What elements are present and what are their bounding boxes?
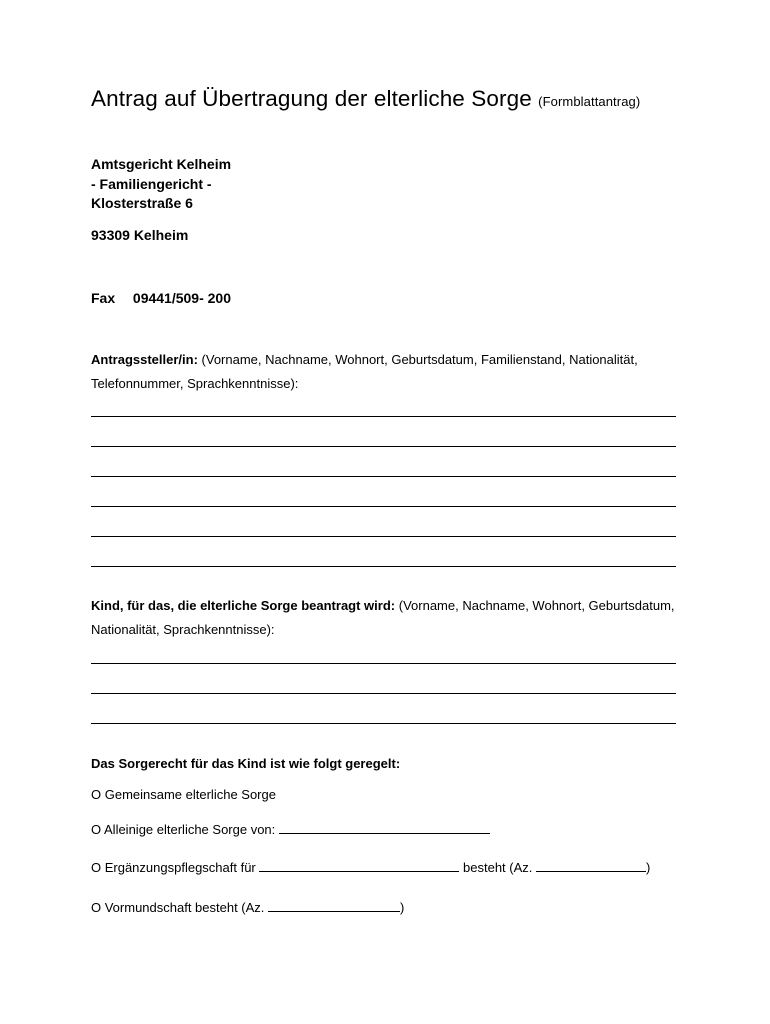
applicant-input-line-5[interactable] [91, 536, 676, 537]
guardianship-az-input-line[interactable] [268, 899, 400, 912]
sole-custody-input-line[interactable] [279, 821, 490, 834]
custody-option-sole[interactable] [91, 821, 490, 837]
applicant-hint: (Vorname, Nachname, Wohnort, Geburtsdatum, Familienstand, Nationalität, Telefonnummer, Sprachkenntnisse): [91, 352, 638, 391]
applicant-input-line-6[interactable] [91, 566, 676, 567]
applicant-input-line-4[interactable] [91, 506, 676, 507]
court-name: Amtsgericht Kelheim [91, 156, 232, 172]
fax-label: Fax [91, 290, 116, 306]
child-input-line-2[interactable] [91, 693, 676, 694]
applicant-label: Antragssteller/in: [91, 352, 198, 367]
fax-number: 09441/509- 200 [132, 290, 231, 306]
form-title-main: Antrag auf Übertragung der elterliche Sorge [91, 86, 532, 111]
applicant-instructions [91, 348, 681, 396]
supplement-az-label: besteht (Az. [463, 860, 533, 875]
court-city: 93309 Kelheim [91, 227, 189, 243]
child-label: Kind, für das, die elterliche Sorge beantragt wird: [91, 598, 396, 613]
guardianship-label: O Vormundschaft besteht (Az. [91, 900, 265, 915]
guardianship-close-paren: ) [400, 900, 405, 915]
child-hint: (Vorname, Nachname, Wohnort, Geburtsdatum, Nationalität, Sprachkenntnisse): [91, 598, 675, 637]
child-instructions [91, 594, 681, 642]
applicant-input-line-2[interactable] [91, 446, 676, 447]
child-input-line-3[interactable] [91, 723, 676, 724]
applicant-input-line-1[interactable] [91, 416, 676, 417]
court-street: Klosterstraße 6 [91, 195, 193, 211]
form-title [91, 86, 640, 112]
custody-option-guardianship-supplement[interactable] [91, 859, 650, 875]
supplement-label: O Ergänzungspflegschaft für [91, 860, 256, 875]
custody-option-joint[interactable]: O Gemeinsame elterliche Sorge [91, 787, 276, 802]
supplement-input-line[interactable] [259, 859, 459, 872]
form-title-sub: (Formblattantrag) [538, 94, 641, 109]
custody-option-guardianship[interactable] [91, 899, 404, 915]
child-input-line-1[interactable] [91, 663, 676, 664]
fax-line [91, 290, 231, 306]
court-department: - Familiengericht - [91, 176, 212, 192]
custody-heading: Das Sorgerecht für das Kind ist wie folgt geregelt: [91, 756, 401, 771]
custody-option-sole-label: O Alleinige elterliche Sorge von: [91, 822, 276, 837]
applicant-input-line-3[interactable] [91, 476, 676, 477]
supplement-az-input-line[interactable] [536, 859, 646, 872]
supplement-close-paren: ) [646, 860, 651, 875]
